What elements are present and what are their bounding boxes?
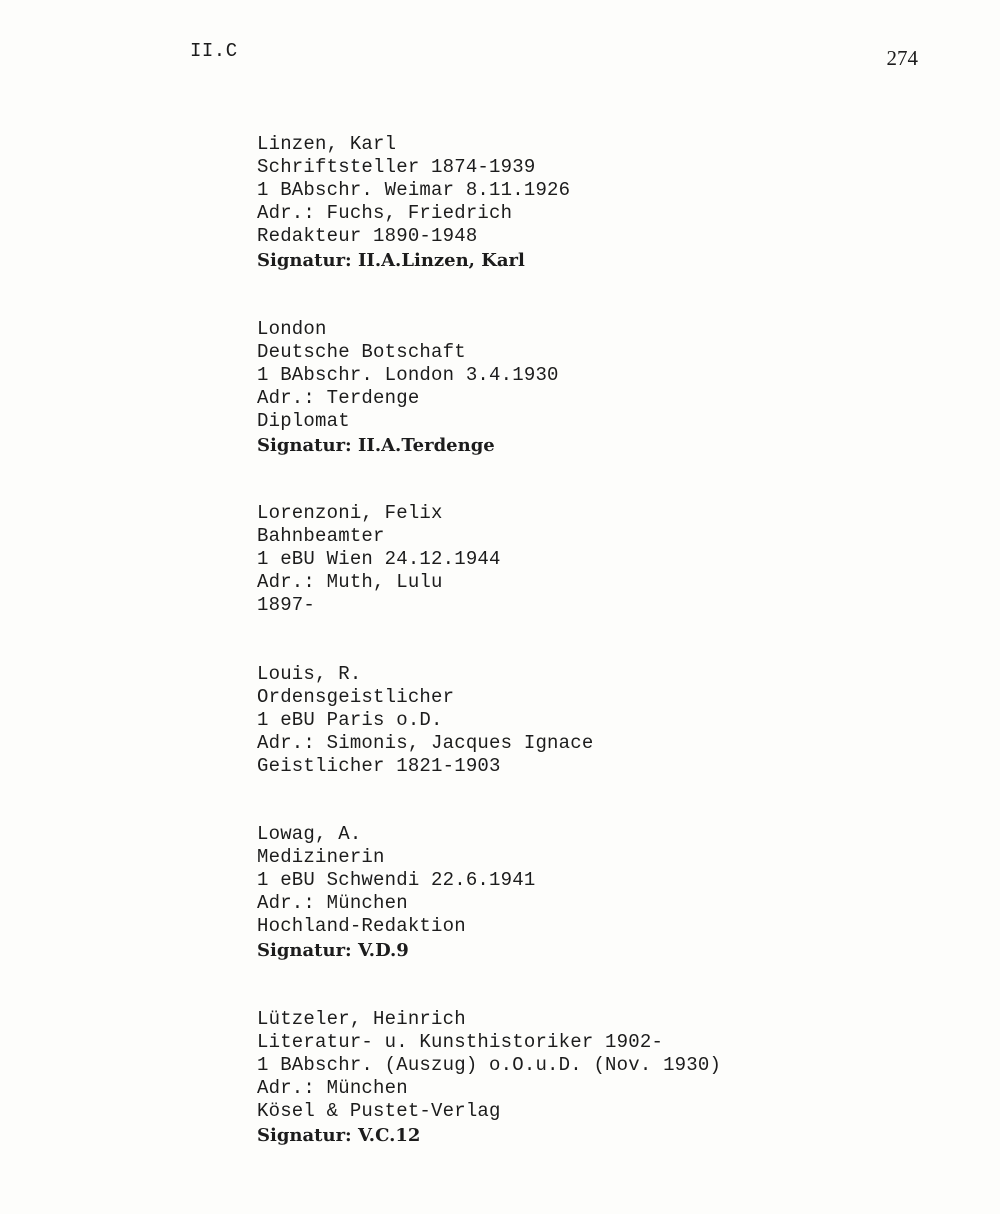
signature-label: Signatur:	[257, 250, 352, 271]
entry-name: Louis, R.	[257, 663, 362, 685]
entry-signature	[257, 249, 957, 272]
entry-line: 1897-	[257, 594, 316, 616]
entry-line: 1 eBU Wien 24.12.1944	[257, 548, 501, 570]
entry-line: Geistlicher 1821-1903	[257, 755, 501, 777]
entry-line: Adr.: Fuchs, Friedrich	[257, 202, 513, 224]
entry-signature	[257, 939, 957, 962]
signature-value: II.A.Terdenge	[357, 435, 495, 456]
entry-line: Schriftsteller 1874-1939	[257, 156, 536, 178]
entry-name: London	[257, 318, 327, 340]
entry-name: Lorenzoni, Felix	[257, 502, 443, 524]
entry-lowag	[257, 823, 957, 962]
signature-label: Signatur:	[257, 435, 352, 456]
entry-line: Diplomat	[257, 410, 350, 432]
entry-name: Lützeler, Heinrich	[257, 1008, 466, 1030]
entry-signature	[257, 434, 957, 457]
entry-line: 1 BAbschr. (Auszug) o.O.u.D. (Nov. 1930)	[257, 1054, 722, 1076]
signature-value: II.A.Linzen, Karl	[357, 250, 525, 271]
entry-signature	[257, 1124, 957, 1147]
page-number: 274	[886, 46, 918, 70]
entry-line: Adr.: Muth, Lulu	[257, 571, 443, 593]
entry-line: Hochland-Redaktion	[257, 915, 466, 937]
entry-name: Lowag, A.	[257, 823, 362, 845]
signature-value: V.D.9	[357, 940, 409, 961]
entry-name: Linzen, Karl	[257, 133, 397, 155]
entry-london	[257, 318, 957, 457]
entry-line: Redakteur 1890-1948	[257, 225, 478, 247]
page-section-label: II.C	[190, 40, 238, 62]
entry-line: Bahnbeamter	[257, 525, 385, 547]
entry-line: Literatur- u. Kunsthistoriker 1902-	[257, 1031, 664, 1053]
entry-line: Adr.: München	[257, 1077, 408, 1099]
signature-label: Signatur:	[257, 1125, 352, 1146]
entry-line: Deutsche Botschaft	[257, 341, 466, 363]
entry-line: 1 eBU Schwendi 22.6.1941	[257, 869, 536, 891]
entry-line: Medizinerin	[257, 846, 385, 868]
entry-line: 1 BAbschr. Weimar 8.11.1926	[257, 179, 571, 201]
entry-line: Ordensgeistlicher	[257, 686, 455, 708]
entry-line: Adr.: Terdenge	[257, 387, 420, 409]
entry-line: Adr.: München	[257, 892, 408, 914]
entry-line: Kösel & Pustet-Verlag	[257, 1100, 501, 1122]
entry-linzen	[257, 133, 957, 272]
entry-luetzeler	[257, 1008, 957, 1147]
entry-line: Adr.: Simonis, Jacques Ignace	[257, 732, 594, 754]
entry-line: 1 eBU Paris o.D.	[257, 709, 443, 731]
signature-value: V.C.12	[357, 1125, 421, 1146]
entry-line: 1 BAbschr. London 3.4.1930	[257, 364, 559, 386]
entry-louis	[257, 663, 957, 778]
signature-label: Signatur:	[257, 940, 352, 961]
entry-lorenzoni	[257, 502, 957, 617]
